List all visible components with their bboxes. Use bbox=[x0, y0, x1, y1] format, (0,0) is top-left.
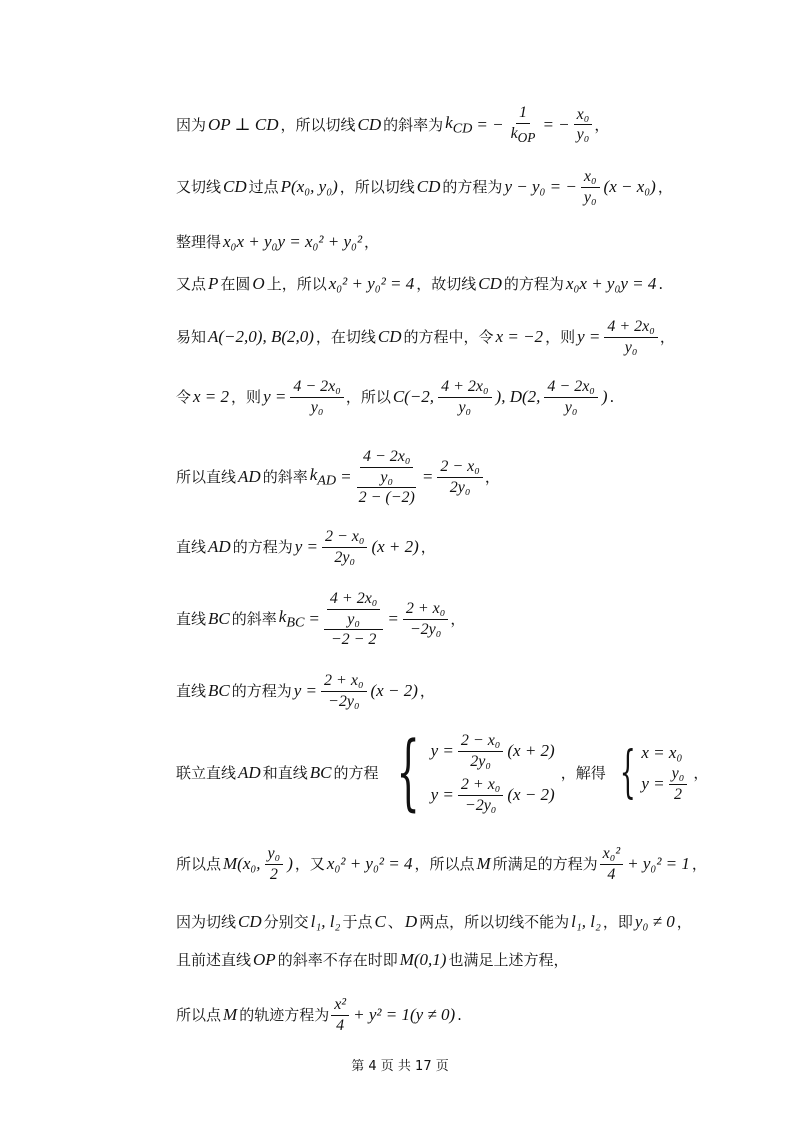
math: BC bbox=[309, 762, 332, 782]
fraction: $\frac{\text{4 − 2x₀}}{\text{y₀}}$ bbox=[544, 378, 597, 416]
line-8 bbox=[176, 528, 760, 566]
text: 直线 bbox=[176, 682, 207, 701]
math: OP bbox=[253, 950, 276, 969]
slope-k-ad: $k_{AD}$ bbox=[309, 465, 337, 489]
math: = − bbox=[542, 114, 570, 134]
text: 易知 bbox=[176, 328, 207, 347]
math: BC bbox=[208, 680, 230, 700]
left-brace-icon: { bbox=[619, 740, 636, 806]
text: 和直线 bbox=[262, 764, 308, 783]
math: P(x₀, y₀) bbox=[280, 176, 338, 196]
line-15 bbox=[176, 996, 760, 1034]
text: ， bbox=[364, 233, 380, 252]
math: A(−2,0), B(2,0) bbox=[208, 326, 314, 346]
text: 直线 bbox=[176, 610, 207, 629]
text: 又切线 bbox=[176, 178, 222, 197]
text: 也满足上述方程， bbox=[448, 951, 569, 970]
math: = bbox=[340, 467, 352, 487]
equation-system: { y = $\frac{\text{2 − x₀}}{\text{2y₀}}$ (x + 2) y = $\frac{\text{2 + x₀}}{\text{−2y₀}}$ (x − 2) bbox=[396, 725, 555, 821]
text: ，则 bbox=[231, 388, 262, 407]
text: ，又 bbox=[294, 855, 325, 874]
math: x₀x + y₀y = 4 bbox=[565, 274, 657, 293]
math: AD bbox=[238, 762, 261, 782]
math: + y² = 1(y ≠ 0) bbox=[353, 1004, 456, 1024]
line-4 bbox=[176, 274, 760, 294]
text: 直线 bbox=[176, 538, 207, 557]
text: 所以点 bbox=[176, 1006, 222, 1025]
line-5 bbox=[176, 318, 760, 356]
fraction: $\frac{\text{x₀}}{\text{y₀}}$ bbox=[581, 168, 600, 206]
text: 上，所以 bbox=[266, 275, 327, 294]
fraction: $\frac{\text{2 − x₀}}{\text{2y₀}}$ bbox=[322, 528, 367, 566]
text: ， bbox=[594, 115, 610, 134]
text: ， bbox=[419, 682, 435, 701]
text: 的轨迹方程为 bbox=[239, 1006, 330, 1025]
text: . bbox=[457, 1006, 462, 1025]
math: (x − x₀) bbox=[603, 176, 656, 196]
text: ， bbox=[676, 913, 692, 932]
fraction: $\frac{\text{2 + x₀}}{\text{−2y₀}}$ bbox=[321, 672, 366, 710]
fraction: $\frac{\text{4 − 2x₀}}{\text{y₀}}$ bbox=[290, 378, 343, 416]
text: ，则 bbox=[545, 328, 576, 347]
text: 因为切线 bbox=[176, 913, 237, 932]
fraction: $\frac{\text{x²}}{4}$ bbox=[331, 996, 349, 1034]
text: 因为 bbox=[176, 115, 207, 134]
fraction: $\frac{\text{x₀²}}{4}$ bbox=[600, 845, 623, 883]
text: ，故切线 bbox=[416, 275, 477, 294]
text: 的斜率不存在时即 bbox=[277, 951, 398, 970]
text: 又点 bbox=[176, 275, 207, 294]
math: BC bbox=[208, 609, 230, 629]
text: ， bbox=[659, 328, 675, 347]
math: x₀² + y₀² = 4 bbox=[328, 274, 415, 293]
math: AD bbox=[208, 536, 231, 556]
math: OP ⊥ CD bbox=[208, 114, 279, 134]
line-7 bbox=[176, 448, 760, 507]
math: P bbox=[208, 274, 219, 293]
complex-fraction: $\frac{\frac{\text{4 − 2x₀}}{\text{y₀}}}{2 - (-2)}$ bbox=[358, 448, 415, 507]
math: (x − 2) bbox=[370, 680, 418, 700]
fraction: $\frac{\text{4 + 2x₀}}{\text{y₀}}$ bbox=[438, 378, 491, 416]
math: AD bbox=[238, 467, 261, 487]
text: 的方程为 bbox=[442, 178, 503, 197]
math: D bbox=[404, 912, 418, 931]
fraction: $\frac{\text{x₀}}{\text{y₀}}$ bbox=[574, 106, 593, 144]
text: 联立直线 bbox=[176, 764, 237, 783]
text: 的方程为 bbox=[503, 275, 564, 294]
fraction: $\frac{1}{k_{OP}}$ bbox=[510, 104, 536, 145]
math: M(x₀, bbox=[223, 853, 261, 873]
math: = bbox=[387, 609, 399, 629]
math: CD bbox=[416, 176, 441, 196]
text: 整理得 bbox=[176, 233, 222, 252]
left-brace-icon: { bbox=[396, 725, 421, 821]
math: CD bbox=[223, 176, 247, 196]
text: 令 bbox=[176, 388, 192, 407]
fraction: $\frac{\text{y₀}}{2}$ bbox=[265, 845, 284, 883]
math: CD bbox=[478, 274, 502, 293]
math: ) bbox=[287, 853, 293, 873]
line-6 bbox=[176, 378, 760, 416]
text: ，所以切线 bbox=[339, 178, 415, 197]
text: 的斜率为 bbox=[383, 115, 444, 134]
text: 且前述直线 bbox=[176, 951, 252, 970]
text: ， bbox=[657, 178, 673, 197]
text: 两点，所以切线不能为 bbox=[419, 913, 570, 932]
text: 所满足的方程为 bbox=[492, 855, 598, 874]
line-3 bbox=[176, 232, 760, 252]
math: O bbox=[252, 274, 265, 293]
text: ，所以 bbox=[345, 388, 391, 407]
text: 分别交 bbox=[263, 913, 309, 932]
text: . bbox=[658, 275, 664, 294]
solution-system: { x = x₀ y = $\frac{\text{y₀}}{2}$ bbox=[610, 743, 690, 804]
text: ， bbox=[450, 610, 466, 629]
line-12 bbox=[176, 845, 760, 883]
text: 所以点 bbox=[176, 855, 222, 874]
math: y = bbox=[294, 536, 318, 556]
text: ，即 bbox=[602, 913, 633, 932]
math: CD bbox=[377, 326, 402, 346]
text: 在圆 bbox=[220, 275, 251, 294]
text: ，所以切线 bbox=[280, 115, 356, 134]
math: = − bbox=[476, 114, 504, 134]
line-14 bbox=[176, 950, 760, 970]
text: . bbox=[609, 388, 615, 407]
math: C(−2, bbox=[392, 386, 435, 406]
text: ， bbox=[691, 855, 707, 874]
line-9 bbox=[176, 590, 760, 649]
text: 的方程为 bbox=[232, 538, 293, 557]
text: 于点 bbox=[342, 913, 373, 932]
math: x = −2 bbox=[495, 326, 544, 346]
line-2 bbox=[176, 168, 760, 206]
math: C bbox=[374, 912, 386, 931]
slope-k-cd: $k_{CD}$ bbox=[445, 112, 473, 136]
math: x₀x + y₀y = x₀² + y₀² bbox=[223, 232, 363, 251]
text: ，所以点 bbox=[414, 855, 475, 874]
fraction: $\frac{\text{2 + x₀}}{\text{−2y₀}}$ bbox=[403, 600, 448, 638]
text: 的斜率 bbox=[262, 468, 308, 487]
text: 的方程 bbox=[333, 764, 379, 783]
math: x₀² + y₀² = 4 bbox=[326, 853, 413, 873]
text: 、 bbox=[387, 913, 403, 932]
text: 的方程中，令 bbox=[403, 328, 494, 347]
fraction: $\frac{\text{2 − x₀}}{\text{2y₀}}$ bbox=[437, 458, 482, 496]
math: = bbox=[308, 609, 320, 629]
complex-fraction: $\frac{\frac{\text{4 + 2x₀}}{\text{y₀}}}{-2 - 2}$ bbox=[324, 590, 383, 649]
page-footer: 第 4 页 共 17 页 bbox=[351, 1059, 449, 1074]
math: y = bbox=[293, 680, 318, 700]
math: CD bbox=[357, 114, 382, 134]
math: + y₀² = 1 bbox=[627, 853, 690, 873]
line-11 bbox=[176, 725, 760, 821]
math: ), D(2, bbox=[495, 386, 541, 406]
math: y = bbox=[577, 326, 601, 346]
text: 的方程为 bbox=[231, 682, 292, 701]
text: ，在切线 bbox=[315, 328, 376, 347]
math: y − y₀ = − bbox=[504, 176, 577, 196]
line-1 bbox=[176, 104, 760, 145]
math: y₀ ≠ 0 bbox=[634, 912, 675, 931]
math: CD bbox=[238, 912, 262, 931]
text: ， bbox=[420, 538, 436, 557]
math: l₁, l₂ bbox=[571, 912, 601, 931]
math: M bbox=[223, 1004, 238, 1024]
text: ，解得 bbox=[560, 764, 606, 783]
math: l₁, l₂ bbox=[310, 912, 341, 931]
text: ， bbox=[693, 764, 709, 783]
math: y = bbox=[263, 386, 287, 406]
text: 所以直线 bbox=[176, 468, 237, 487]
math: = bbox=[421, 467, 434, 487]
line-13 bbox=[176, 912, 760, 932]
math: ) bbox=[601, 386, 608, 406]
text: 过点 bbox=[248, 178, 279, 197]
math: (x + 2) bbox=[371, 536, 419, 556]
text: 的斜率 bbox=[231, 610, 277, 629]
slope-k-bc: $k_{BC}$ bbox=[278, 607, 305, 631]
text: ， bbox=[484, 468, 500, 487]
fraction: $\frac{\text{4 + 2x₀}}{\text{y₀}}$ bbox=[604, 318, 657, 356]
math: M(0,1) bbox=[399, 950, 447, 969]
math: M bbox=[476, 853, 491, 873]
math: x = 2 bbox=[193, 386, 230, 406]
line-10 bbox=[176, 672, 760, 710]
